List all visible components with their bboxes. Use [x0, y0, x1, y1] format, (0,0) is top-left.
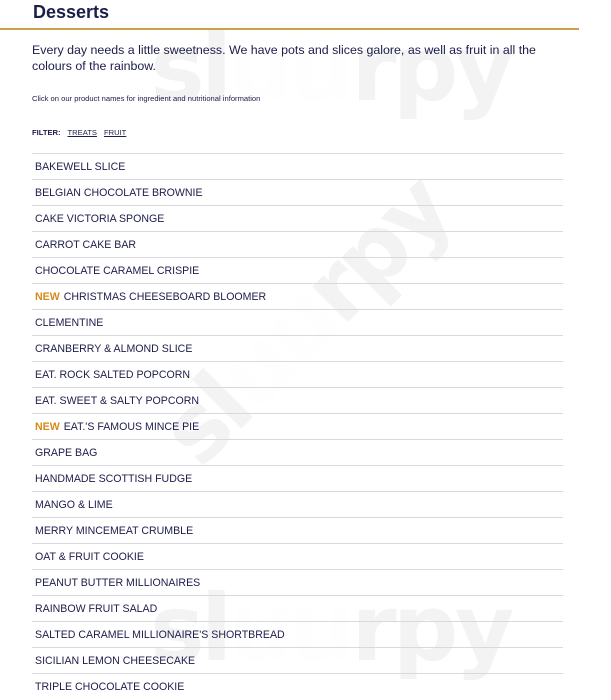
product-name-link[interactable]: OAT & FRUIT COOKIE	[35, 550, 144, 563]
product-name-link[interactable]: SICILIAN LEMON CHEESECAKE	[35, 654, 196, 667]
page-title: Desserts	[33, 2, 110, 22]
product-row[interactable]	[32, 465, 563, 491]
product-row[interactable]	[32, 621, 563, 647]
product-row[interactable]	[32, 283, 563, 309]
nutrition-hint: Click on our product names for ingredient and nutritional information	[32, 94, 261, 103]
product-name-link[interactable]: CAKE VICTORIA SPONGE	[35, 212, 165, 225]
product-name-link[interactable]: PEANUT BUTTER MILLIONAIRES	[35, 576, 201, 589]
product-name-link[interactable]: EAT. SWEET & SALTY POPCORN	[35, 394, 200, 407]
product-name-link[interactable]: BELGIAN CHOCOLATE BROWNIE	[35, 186, 203, 199]
product-name-link[interactable]: HANDMADE SCOTTISH FUDGE	[35, 472, 193, 485]
product-list	[32, 153, 563, 699]
product-row[interactable]	[32, 673, 563, 699]
product-name-link[interactable]: SALTED CARAMEL MILLIONAIRE'S SHORTBREAD	[35, 628, 285, 641]
intro-text: Every day needs a little sweetness. We have pots and slices galore, as well as fruit in all the colours of the rainbow.	[32, 43, 536, 73]
filter-treats-link[interactable]: TREATS	[67, 128, 97, 137]
product-row[interactable]	[32, 387, 563, 413]
product-row[interactable]	[32, 413, 563, 439]
product-name-link[interactable]: EAT.'S FAMOUS MINCE PIE	[63, 420, 200, 433]
product-row[interactable]	[32, 309, 563, 335]
product-name-link[interactable]: CARROT CAKE BAR	[35, 238, 137, 251]
title-divider	[0, 28, 579, 30]
product-row[interactable]	[32, 335, 563, 361]
product-row[interactable]	[32, 179, 563, 205]
product-name-link[interactable]: GRAPE BAG	[35, 446, 98, 459]
product-name-link[interactable]: CHRISTMAS CHEESEBOARD BLOOMER	[63, 290, 267, 303]
new-badge: NEW	[35, 420, 60, 433]
product-row[interactable]	[32, 517, 563, 543]
product-name-link[interactable]: EAT. ROCK SALTED POPCORN	[35, 368, 191, 381]
product-name-link[interactable]: TRIPLE CHOCOLATE COOKIE	[35, 680, 185, 693]
product-row[interactable]	[32, 647, 563, 673]
product-row[interactable]	[32, 439, 563, 465]
product-row[interactable]	[32, 257, 563, 283]
product-row[interactable]	[32, 205, 563, 231]
product-name-link[interactable]: CHOCOLATE CARAMEL CRISPIE	[35, 264, 200, 277]
product-name-link[interactable]: MERRY MINCEMEAT CRUMBLE	[35, 524, 194, 537]
product-row[interactable]	[32, 543, 563, 569]
product-name-link[interactable]: RAINBOW FRUIT SALAD	[35, 602, 158, 615]
product-row[interactable]	[32, 595, 563, 621]
product-name-link[interactable]: BAKEWELL SLICE	[35, 160, 126, 173]
filter-fruit-link[interactable]: FRUIT	[103, 128, 127, 137]
product-row[interactable]	[32, 153, 563, 179]
new-badge: NEW	[35, 290, 60, 303]
product-row[interactable]	[32, 231, 563, 257]
filter-label: FILTER:	[32, 128, 61, 137]
filter-bar	[32, 128, 133, 137]
product-row[interactable]	[32, 361, 563, 387]
product-name-link[interactable]: CRANBERRY & ALMOND SLICE	[35, 342, 193, 355]
product-name-link[interactable]: CLEMENTINE	[35, 316, 104, 329]
product-name-link[interactable]: MANGO & LIME	[35, 498, 113, 511]
product-row[interactable]	[32, 491, 563, 517]
product-row[interactable]	[32, 569, 563, 595]
